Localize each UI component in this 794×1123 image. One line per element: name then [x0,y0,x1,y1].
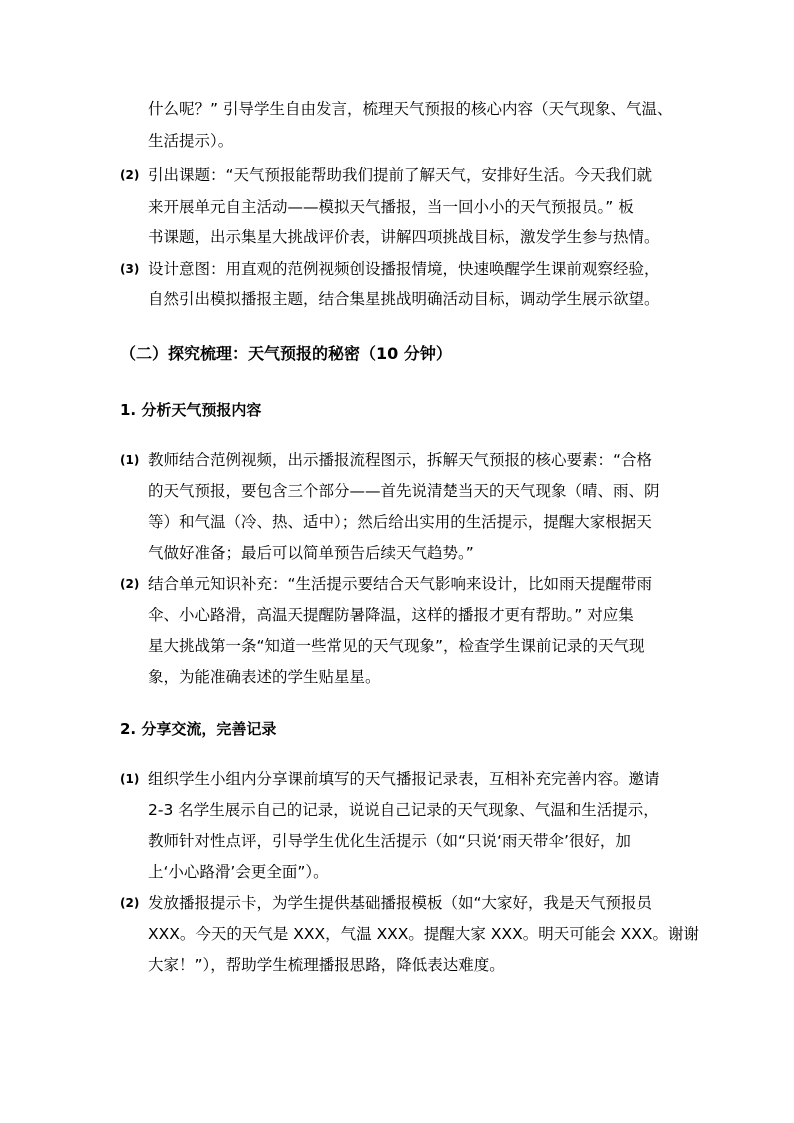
list-item-line: 上‘小心路滑’会更全面”）。 [148,863,329,881]
list-item-line: 大家！”），帮助学生梳理播报思路，降低表达难度。 [148,956,505,974]
intro-line-2: 生活提示）。 [148,132,234,150]
list-item-line: 设计意图：用直观的范例视频创设播报情境，快速唤醒学生课前观察经验， [148,260,660,278]
list-marker: (1) [120,453,140,467]
intro-line-1: 什么呢？” 引导学生自由发言，梳理天气预报的核心内容（天气现象、气温、 [148,100,673,118]
list-item-line: 书课题，出示集星大挑战评价表，讲解四项挑战目标，激发学生参与热情。 [148,228,660,246]
list-item-line: 等）和气温（冷、热、适中）；然后给出实用的生活提示，提醒大家根据天 [148,513,652,531]
list-item-line: 伞、小心路滑，高温天提醒防暑降温，这样的播报才更有帮助。” 对应集 [148,606,634,624]
list-item-line: 引出课题：“天气预报能帮助我们提前了解天气，安排好生活。今天我们就 [148,166,653,184]
list-item-line: XXX。今天的天气是 XXX，气温 XXX。提醒大家 XXX。明天可能会 XXX。谢谢 [148,925,699,943]
list-marker: (2) [120,168,140,182]
list-item-line: 象，为能准确表述的学生贴星星。 [148,668,381,686]
list-item-line: 结合单元知识补充：“生活提示要结合天气影响来设计，比如雨天提醒带雨 [148,575,653,593]
list-item-line: 星大挑战第一条“知道一些常见的天气现象”，检查学生课前记录的天气现 [148,637,645,655]
list-item-line: 教师结合范例视频，出示播报流程图示，拆解天气预报的核心要素：“合格 [148,451,653,469]
list-item-line: 气做好准备；最后可以简单预告后续天气趋势。” [148,544,474,562]
list-marker: (3) [120,262,140,276]
list-item-line: 2-3 名学生展示自己的记录，说说自己记录的天气现象、气温和生活提示， [148,801,659,819]
subsection-heading: 2. 分享交流，完善记录 [120,720,277,738]
list-item-line: 来开展单元自主活动——模拟天气播报，当一回小小的天气预报员。” 板 [148,198,634,216]
list-item-line: 组织学生小组内分享课前填写的天气播报记录表，互相补充完善内容。邀请 [148,770,660,788]
list-marker: (1) [120,772,140,786]
list-item-line: 自然引出模拟播报主题，结合集星挑战明确活动目标，调动学生展示欲望。 [148,290,660,308]
list-marker: (2) [120,896,140,910]
subsection-heading: 1. 分析天气预报内容 [120,401,262,419]
list-marker: (2) [120,577,140,591]
list-item-line: 教师针对性点评，引导学生优化生活提示（如“只说‘雨天带伞’很好，加 [148,832,631,850]
list-item-line: 发放播报提示卡，为学生提供基础播报模板（如“大家好，我是天气预报员 [148,894,653,912]
section-heading: （二）探究梳理：天气预报的秘密（10 分钟） [120,344,452,363]
list-item-line: 的天气预报，要包含三个部分——首先说清楚当天的天气现象（晴、雨、阴 [148,482,660,500]
